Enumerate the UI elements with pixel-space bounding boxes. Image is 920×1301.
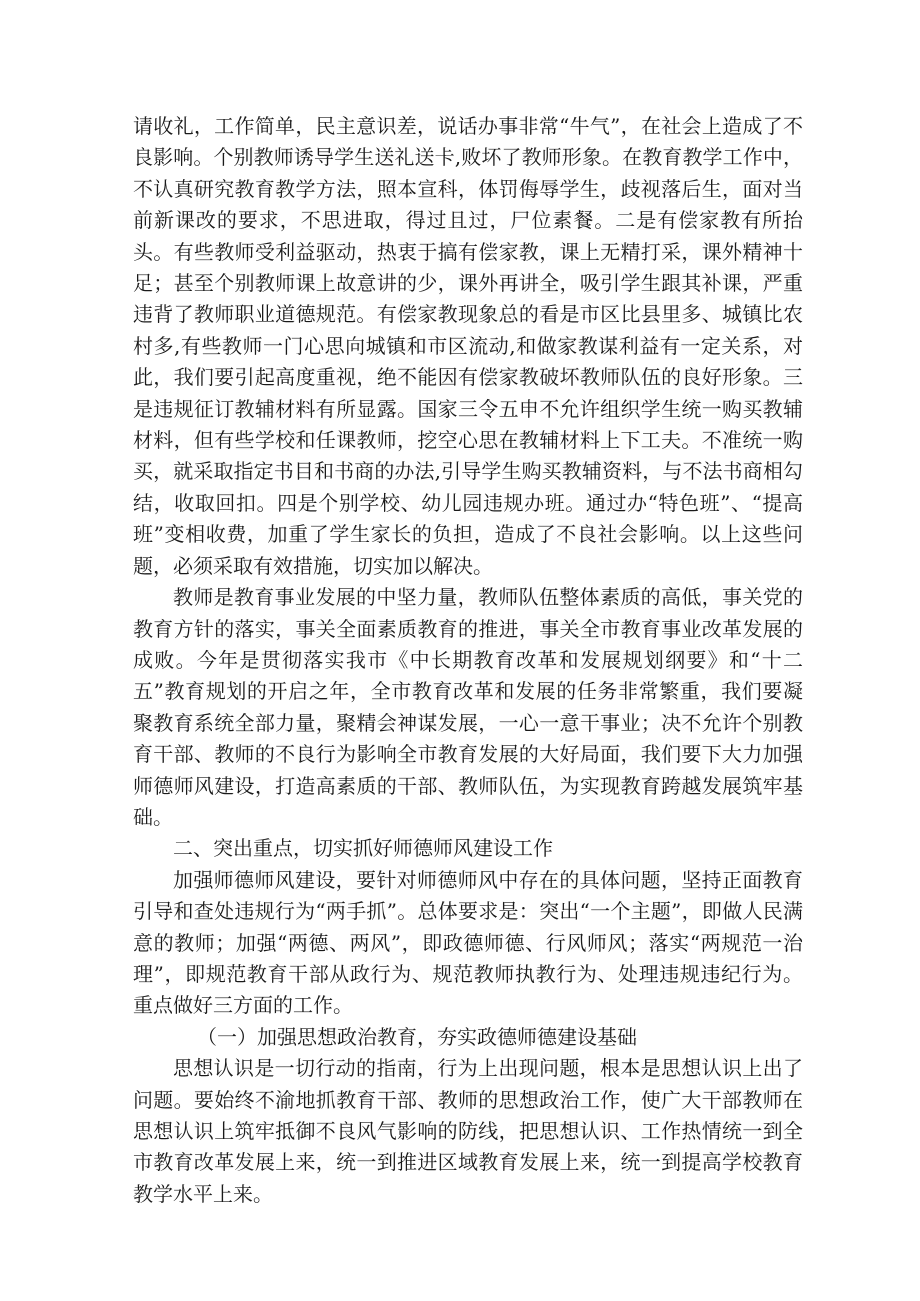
paragraph-ideological-work: 思想认识是一切行动的指南，行为上出现问题，根本是思想认识上出了问题。要始终不渝地抓教育干部、教师的思想政治工作，使广大干部教师在思想认识上筑牢抵御不良风气影响的防线，把思想认识、工作热情统一到全市教育改革发展上来，统一到推进区域教育发展上来，统一到提高学校教育教学水平上来。 bbox=[133, 1056, 803, 1206]
paragraph-teacher-importance: 教师是教育事业发展的中坚力量，教师队伍整体素质的高低，事关党的教育方针的落实，事关全面素质教育的推进，事关全市教育事业改革发展的成败。今年是贯彻落实我市《中长期教育改革和发展规划纲要》和“十二五”教育规划的开启之年，全市教育改革和发展的任务非常繁重，我们要凝聚教育系统全部力量，聚精会神谋发展，一心一意干事业；决不允许个别教育干部、教师的不良行为影响全市教育发展的大好局面，我们要下大力加强师德师风建设，打造高素质的干部、教师队伍，为实现教育跨越发展筑牢基础。 bbox=[133, 585, 803, 829]
document-body bbox=[133, 111, 803, 1210]
section-heading-two: 二、突出重点，切实抓好师德师风建设工作 bbox=[173, 836, 553, 861]
subsection-heading-one: （一）加强思想政治教育，夯实政德师德建设基础 bbox=[197, 1024, 637, 1049]
paragraph-problems-list: 请收礼，工作简单，民主意识差，说话办事非常“牛气”，在社会上造成了不良影响。个别教师诱导学生送礼送卡,败坏了教师形象。在教育教学工作中，不认真研究教育教学方法，照本宣科，体罚侮辱学生，歧视落后生，面对当前新课改的要求，不思进取，得过且过，尸位素餐。二是有偿家教有所抬头。有些教师受利益驱动，热衷于搞有偿家教，课上无精打采，课外精神十足；甚至个别教师课上故意讲的少，课外再讲全，吸引学生跟其补课，严重违背了教师职业道德规范。有偿家教现象总的看是市区比县里多、城镇比农村多,有些教师一门心思向城镇和市区流动,和做家教谋利益有一定关系，对此，我们要引起高度重视，绝不能因有偿家教破坏教师队伍的良好形象。三是违规征订教辅材料有所显露。国家三令五申不允许组织学生统一购买教辅材料，但有些学校和任课教师，挖空心思在教辅材料上下工夫。不准统一购买，就采取指定书目和书商的办法,引导学生购买教辅资料，与不法书商相勾结，收取回扣。四是个别学校、幼儿园违规办班。通过办“特色班”、“提高班”变相收费，加重了学生家长的负担，造成了不良社会影响。以上这些问题，必须采取有效措施，切实加以解决。 bbox=[133, 114, 803, 578]
paragraph-overall-requirements: 加强师德师风建设，要针对师德师风中存在的具体问题，坚持正面教育引导和查处违规行为“两手抓”。总体要求是：突出“一个主题”，即做人民满意的教师；加强“两德、两风”，即政德师德、行风师风；落实“两规范一治理”，即规范教育干部从政行为、规范教师执教行为、处理违规违纪行为。重点做好三方面的工作。 bbox=[133, 867, 803, 1018]
